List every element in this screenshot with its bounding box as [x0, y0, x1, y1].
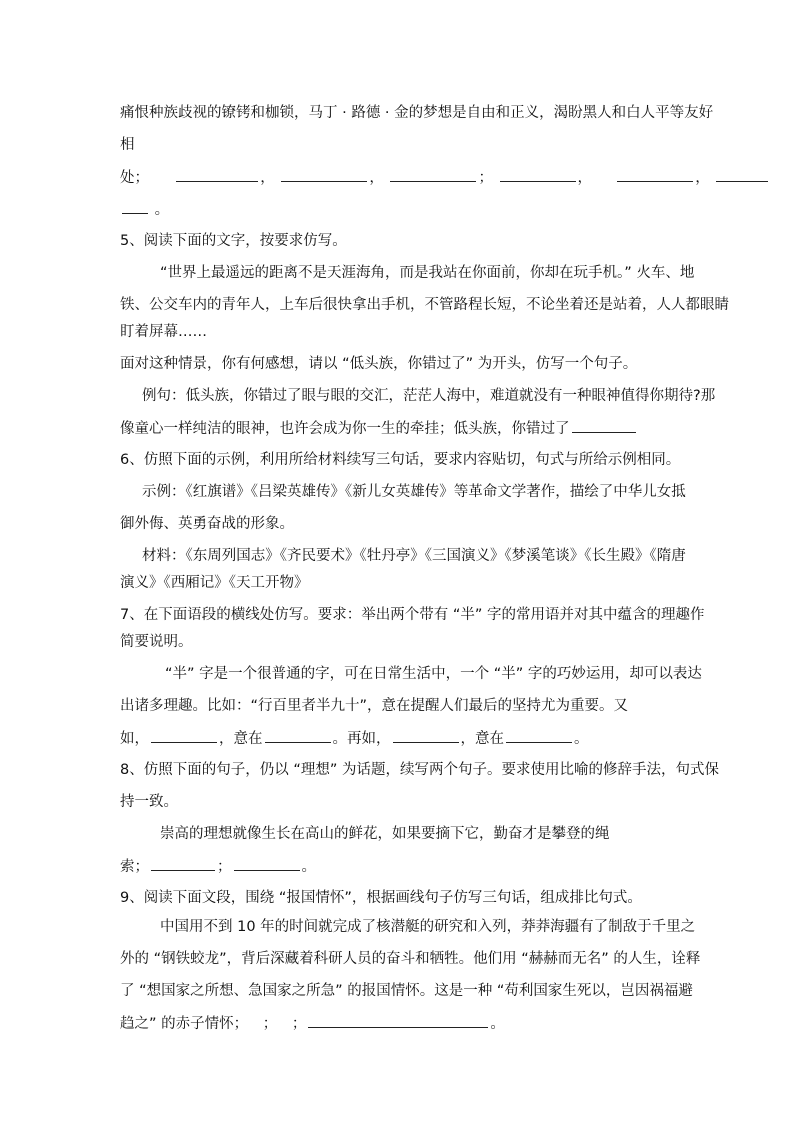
example-line: 例句：低头族，你错过了眼与眼的交汇，茫茫人海中，难道就没有一种眼神值得你期待?那 — [142, 388, 716, 404]
answer-blank[interactable] — [151, 728, 217, 743]
paragraph-line: 面对这种情景，你有何感想，请以 “低头族，你错过了” 为开头，仿写一个句子。 — [120, 356, 638, 372]
paragraph-line: 中国用不到 10 年的时间就完成了核潜艇的研究和入列，莽莽海疆有了制敌于千里之 — [160, 919, 696, 935]
material-line: 材料：《东周列国志》《齐民要术》《牡丹亭》《三国演义》《梦溪笔谈》《长生殿》《隋唐 — [142, 548, 686, 564]
paragraph-line: 盯着屏幕…… — [120, 324, 207, 340]
question-7-title: 7、在下面语段的横线处仿写。要求：举出两个带有 “半” 字的常用语并对其中蕴含的理趣作 — [120, 607, 705, 623]
answer-blank[interactable] — [572, 418, 636, 433]
answer-blank[interactable] — [176, 167, 258, 182]
example-line: 像童心一样纯洁的眼神，也许会成为你一生的牵挂；低头族，你错过了 — [120, 418, 638, 439]
paragraph-line: 痛恨种族歧视的镣铐和枷锁，马丁 · 路德 · 金的梦想是自由和正义，渴盼黑人和白人平等友好 — [120, 105, 714, 121]
fill-blank-line: 处； ， ， ； ， ， — [120, 167, 770, 188]
answer-blank[interactable] — [500, 167, 576, 182]
question-5-title: 5、阅读下面的文字，按要求仿写。 — [120, 233, 347, 249]
answer-blank[interactable] — [617, 167, 693, 182]
answer-blank[interactable] — [265, 728, 331, 743]
fill-blank-line: 如， ，意在 。再如， ，意在 。 — [120, 728, 589, 749]
answer-blank[interactable] — [281, 167, 367, 182]
answer-blank[interactable] — [151, 856, 215, 871]
paragraph-line: 相 — [120, 137, 135, 153]
paragraph-line: 出诸多理趣。比如：“行百里者半九十”，意在提醒人们最后的坚持尤为重要。又 — [120, 698, 629, 714]
paragraph-line: “世界上最遥远的距离不是天涯海角，而是我站在你面前，你却在玩手机。” 火车、地 — [160, 265, 695, 281]
example-line: 御外侮、英勇奋战的形象。 — [120, 516, 294, 532]
paragraph-line: 崇高的理想就像生长在高山的鲜花，如果要摘下它，勤奋才是攀登的绳 — [160, 826, 610, 842]
question-7-title: 简要说明。 — [120, 634, 193, 650]
answer-blank[interactable] — [393, 728, 459, 743]
example-line: 示例：《红旗谱》《吕梁英雄传》《新儿女英雄传》等革命文学著作，描绘了中华儿女抵 — [142, 484, 686, 500]
material-line: 演义》《西厢记》《天工开物》 — [120, 575, 309, 591]
fill-blank-line: 趋之” 的赤子情怀； ； ； 。 — [120, 1013, 505, 1034]
answer-blank[interactable] — [234, 856, 300, 871]
question-6-title: 6、仿照下面的示例，利用所给材料续写三句话，要求内容贴切，句式与所给示例相同。 — [120, 452, 681, 468]
answer-blank[interactable] — [308, 1013, 488, 1028]
answer-blank[interactable] — [716, 167, 768, 182]
paragraph-line: “半” 字是一个很普通的字，可在日常生活中，一个 “半” 字的巧妙运用，却可以表达 — [165, 666, 702, 682]
question-8-title: 8、仿照下面的句子，仍以 “理想” 为话题，续写两个句子。要求使用比喻的修辞手法，句式保 — [120, 762, 719, 778]
paragraph-line: 了 “想国家之所想、急国家之所急” 的报国情怀。这是一种 “苟利国家生死以，岂因祸福避 — [120, 983, 693, 999]
paragraph-line: 外的 “钢铁蛟龙”，背后深藏着科研人员的奋斗和牺牲。他们用 “赫赫而无名” 的人生，诠释 — [120, 951, 701, 967]
answer-blank[interactable] — [506, 728, 572, 743]
question-9-title: 9、阅读下面文段，围绕 “报国情怀”，根据画线句子仿写三句话，组成排比句式。 — [120, 890, 642, 906]
paragraph-line: 铁、公交车内的青年人，上车后很快拿出手机，不管路程长短，不论坐着还是站着，人人都眼睛 — [120, 297, 729, 313]
fill-blank-line: 。 — [120, 199, 169, 220]
fill-blank-line: 索； ； 。 — [120, 856, 316, 877]
answer-blank[interactable] — [122, 199, 148, 214]
answer-blank[interactable] — [390, 167, 476, 182]
question-8-title: 持一致。 — [120, 794, 178, 810]
